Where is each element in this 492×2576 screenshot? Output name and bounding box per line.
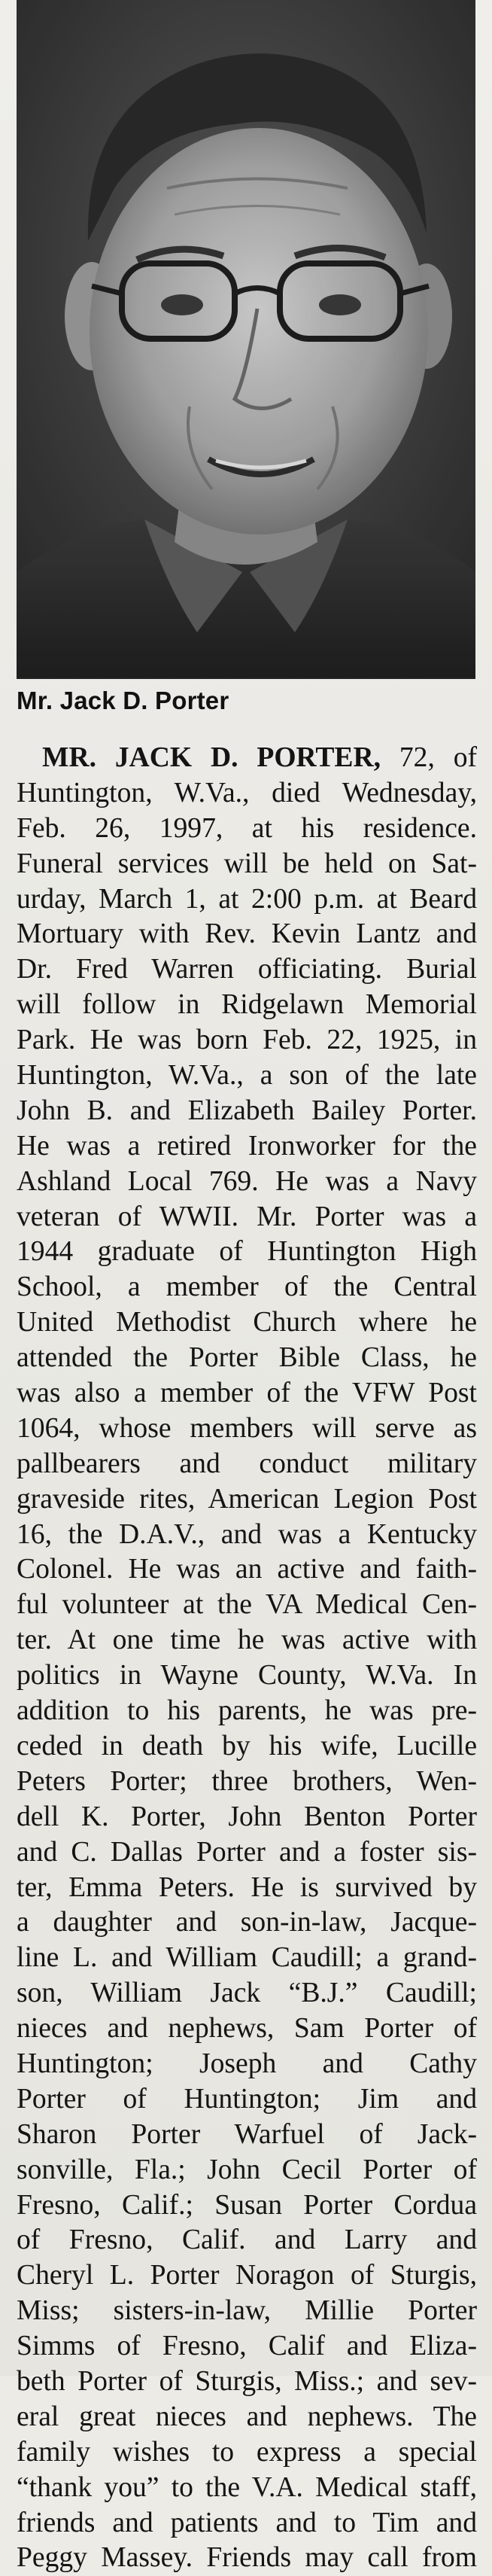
article-line: friends and patients and to Tim and [17, 2507, 477, 2538]
article-line: veteran of WWII. Mr. Porter was a [17, 1201, 477, 1232]
article-line: ter, Emma Peters. He is survived by [17, 1871, 477, 1903]
article-line: Fresno, Calif.; Susan Porter Cordua [17, 2189, 477, 2221]
article-line: 16, the D.A.V., and was a Kentucky [17, 1518, 477, 1550]
portrait-photo [17, 0, 475, 679]
article-line: urday, March 1, at 2:00 p.m. at Beard [17, 883, 477, 915]
article-line: Dr. Fred Warren officiating. Burial [17, 954, 477, 985]
article-line: of Fresno, Calif. and Larry and [17, 2224, 477, 2256]
article-line: nieces and nephews, Sam Porter of [17, 2013, 477, 2045]
obituary-article [17, 741, 477, 2576]
article-line: Huntington, W.Va., died Wednesday, [17, 777, 477, 808]
article-line: Peters Porter; three brothers, Wen- [17, 1765, 477, 1797]
article-first-line [17, 741, 477, 776]
first-line-rest: 72, of [381, 742, 477, 773]
article-line: addition to his parents, he was pre- [17, 1695, 477, 1727]
lead-name: MR. JACK D. PORTER, [42, 742, 381, 773]
article-line: “thank you” to the V.A. Medical staff, [17, 2471, 477, 2503]
article-line: Simms of Fresno, Calif and Eliza- [17, 2331, 477, 2362]
article-line: son, William Jack “B.J.” Caudill; [17, 1978, 477, 2009]
article-line: dell K. Porter, John Benton Porter [17, 1801, 477, 1832]
article-line: Funeral services will be held on Sat- [17, 848, 477, 879]
article-line: eral great nieces and nephews. The [17, 2401, 477, 2432]
article-line: Porter of Huntington; Jim and [17, 2083, 477, 2115]
article-line: John B. and Elizabeth Bailey Porter. [17, 1095, 477, 1126]
article-body [17, 776, 477, 2576]
article-line: a daughter and son-in-law, Jacque- [17, 1907, 477, 1938]
article-line: sonville, Fla.; John Cecil Porter of [17, 2154, 477, 2185]
article-line: Peggy Massey. Friends may call from [17, 2542, 477, 2574]
article-line: Ashland Local 769. He was a Navy [17, 1165, 477, 1197]
article-line: family wishes to express a special [17, 2436, 477, 2468]
article-line: pallbearers and conduct military [17, 1448, 477, 1479]
article-line: ful volunteer at the VA Medical Cen- [17, 1589, 477, 1621]
article-line: Huntington, W.Va., a son of the late [17, 1060, 477, 1092]
portrait-illustration [17, 0, 475, 677]
article-line: Park. He was born Feb. 22, 1925, in [17, 1025, 477, 1056]
article-line: 1064, whose members will serve as [17, 1412, 477, 1444]
article-line: and C. Dallas Porter and a foster sis- [17, 1836, 477, 1868]
article-line: line L. and William Caudill; a grand- [17, 1942, 477, 1974]
article-line: Sharon Porter Warfuel of Jack- [17, 2118, 477, 2150]
article-line: Mortuary with Rev. Kevin Lantz and [17, 918, 477, 950]
article-line: beth Porter of Sturgis, Miss.; and sev- [17, 2365, 477, 2397]
article-line: Cheryl L. Porter Noragon of Sturgis, [17, 2260, 477, 2291]
article-line: politics in Wayne County, W.Va. In [17, 1660, 477, 1691]
article-line: Colonel. He was an active and faith- [17, 1554, 477, 1585]
article-line: Miss; sisters-in-law, Millie Porter [17, 2295, 477, 2327]
article-line: He was a retired Ironworker for the [17, 1130, 477, 1162]
article-line: ter. At one time he was active with [17, 1624, 477, 1656]
article-line: Huntington; Joseph and Cathy [17, 2048, 477, 2079]
article-line: ceded in death by his wife, Lucille [17, 1730, 477, 1761]
article-line: will follow in Ridgelawn Memorial [17, 989, 477, 1021]
photo-caption: Mr. Jack D. Porter [17, 687, 229, 714]
article-line: United Methodist Church where he [17, 1307, 477, 1338]
article-line: School, a member of the Central [17, 1271, 477, 1303]
article-line: was also a member of the VFW Post [17, 1378, 477, 1409]
article-line: Feb. 26, 1997, at his residence. [17, 812, 477, 844]
article-line: graveside rites, American Legion Post [17, 1483, 477, 1515]
article-line: attended the Porter Bible Class, he [17, 1342, 477, 1374]
article-line: 1944 graduate of Huntington High [17, 1236, 477, 1268]
